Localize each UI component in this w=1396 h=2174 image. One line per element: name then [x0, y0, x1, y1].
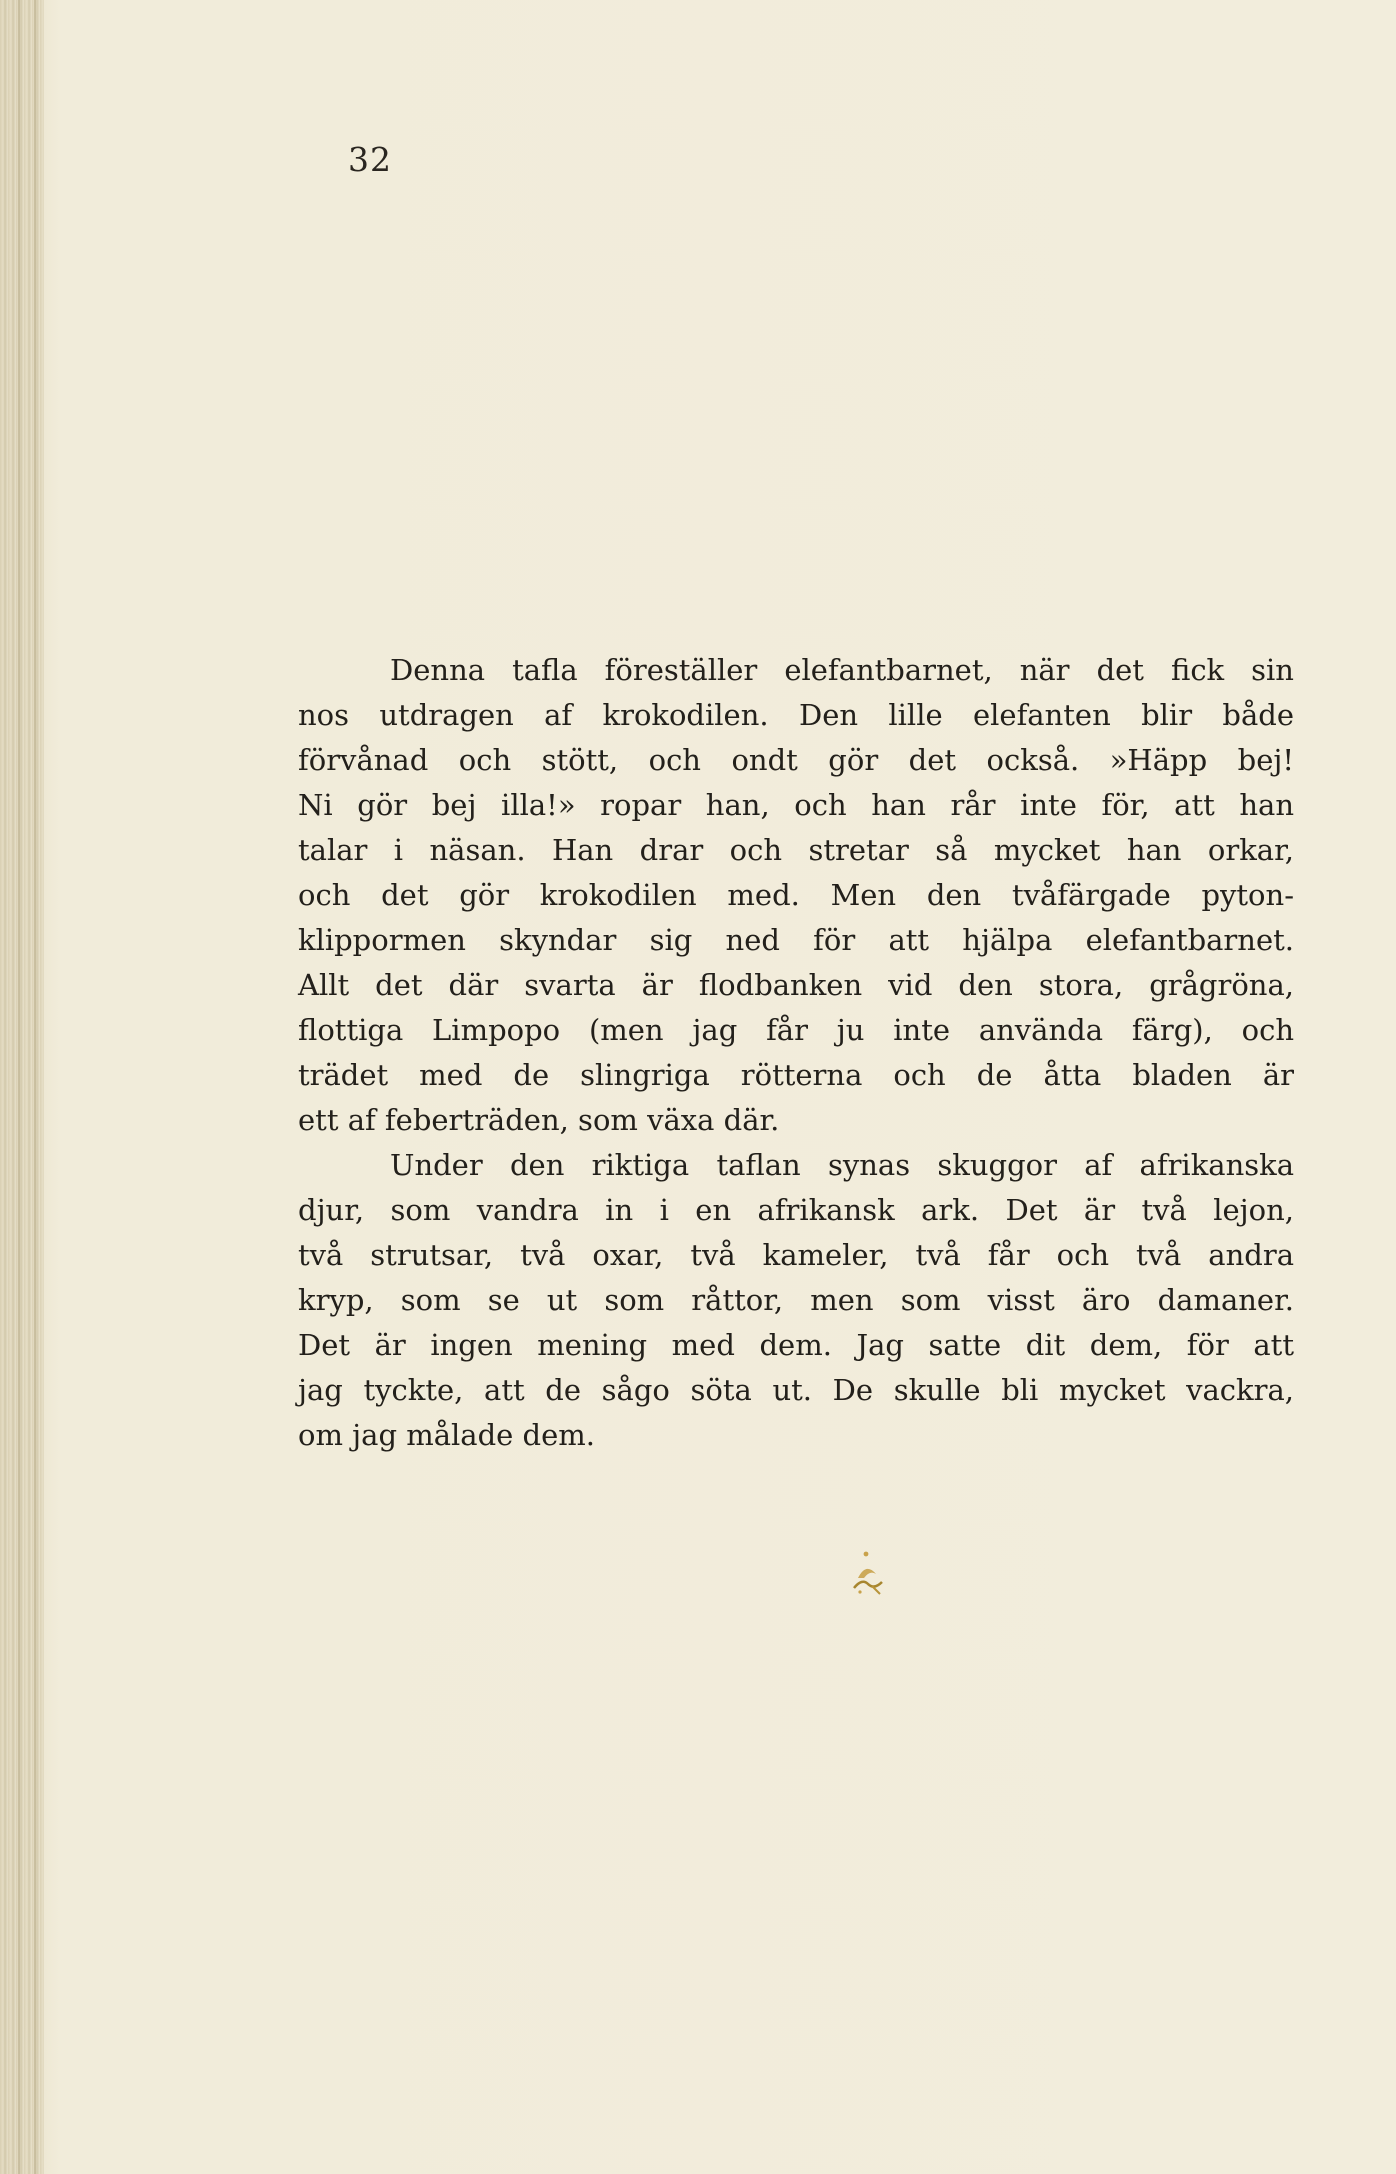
text-line: kryp, som se ut som råttor, men som visst äro damaner. — [298, 1283, 1294, 1317]
text-line: och det gör krokodilen med. Men den tvåfärgade pyton- — [298, 878, 1294, 912]
printer-ornament-icon — [846, 1548, 890, 1598]
paragraph-2 — [298, 1143, 1294, 1458]
text-line: förvånad och stött, och ondt gör det också. »Häpp bej! — [298, 743, 1294, 777]
text-line: Under den riktiga taflan synas skuggor af afrikanska — [390, 1148, 1294, 1182]
text-line: klippormen skyndar sig ned för att hjälpa elefantbarnet. — [298, 923, 1294, 957]
text-line: jag tyckte, att de sågo söta ut. De skulle bli mycket vackra, — [298, 1373, 1294, 1407]
text-line: djur, som vandra in i en afrikansk ark. Det är två lejon, — [298, 1193, 1294, 1227]
body-text — [298, 648, 1294, 1458]
page-number: 32 — [348, 140, 392, 179]
text-line: två strutsar, två oxar, två kameler, två får och två andra — [298, 1238, 1294, 1272]
text-line: talar i näsan. Han drar och stretar så mycket han orkar, — [298, 833, 1294, 867]
text-line: om jag målade dem. — [298, 1418, 595, 1452]
text-line: Allt det där svarta är flodbanken vid den stora, grågröna, — [298, 968, 1294, 1002]
gutter-line — [18, 0, 20, 2174]
text-line: nos utdragen af krokodilen. Den lille elefanten blir både — [298, 698, 1294, 732]
text-line: Denna tafla föreställer elefantbarnet, när det fick sin — [390, 653, 1294, 687]
gutter-line — [34, 0, 36, 2174]
text-line: Ni gör bej illa!» ropar han, och han rår inte för, att han — [298, 788, 1294, 822]
text-line: ett af feberträden, som växa där. — [298, 1103, 780, 1137]
text-line: trädet med de slingriga rötterna och de åtta bladen är — [298, 1058, 1294, 1092]
book-gutter — [0, 0, 44, 2174]
text-line: flottiga Limpopo (men jag får ju inte använda färg), och — [298, 1013, 1294, 1047]
paragraph-1 — [298, 648, 1294, 1143]
text-line: Det är ingen mening med dem. Jag satte dit dem, för att — [298, 1328, 1294, 1362]
